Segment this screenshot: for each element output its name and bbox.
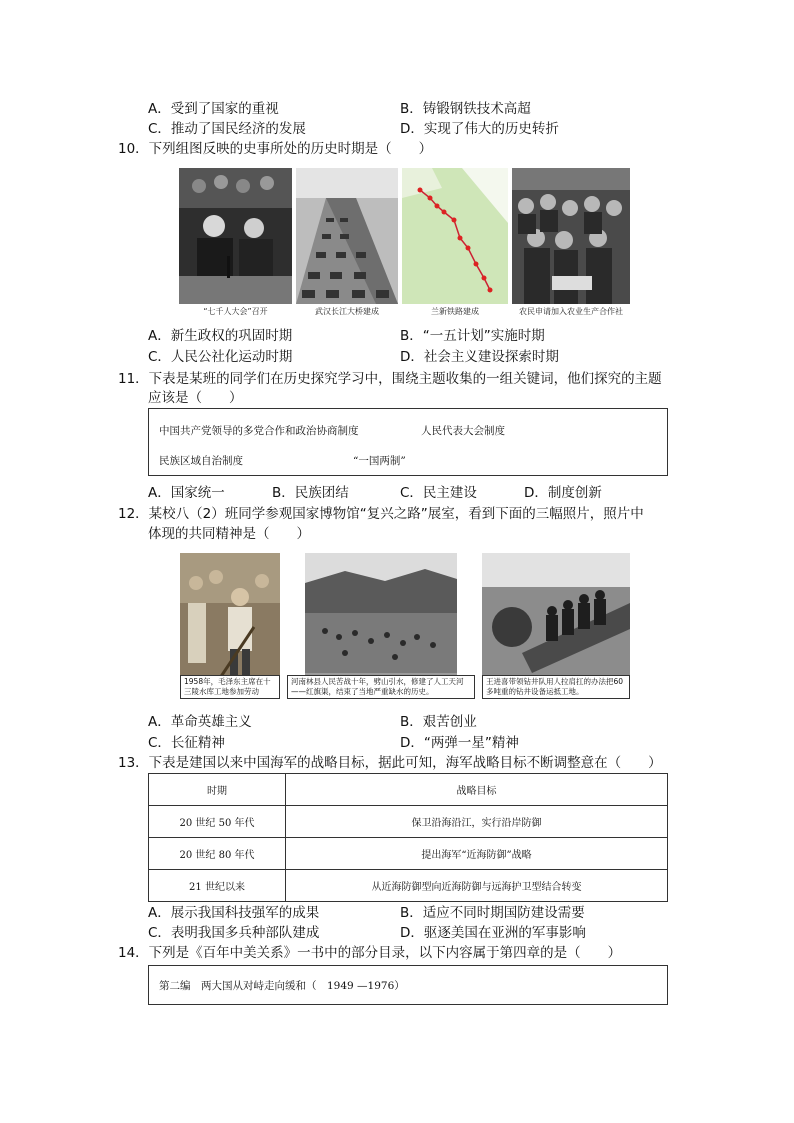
q9-option-d: D．实现了伟大的历史转折 bbox=[400, 121, 559, 137]
header-period: 时期 bbox=[149, 774, 286, 806]
header-strategic-goal: 战略目标 bbox=[286, 774, 668, 806]
q12-option-b: B．艰苦创业 bbox=[400, 714, 477, 730]
q9-option-b: B．铸锻钢铁技术高超 bbox=[400, 101, 531, 117]
q11-keyword-box bbox=[148, 408, 668, 476]
q10-caption-4: 农民申请加入农业生产合作社 bbox=[519, 307, 623, 316]
q13-option-d: D．驱逐美国在亚洲的军事影响 bbox=[400, 925, 586, 941]
q10-caption-2: 武汉长江大桥建成 bbox=[315, 307, 379, 316]
q10-photo-farmers bbox=[512, 168, 630, 304]
q10-stem: 10．下列组图反映的史事所处的历史时期是（ ） bbox=[118, 141, 433, 157]
q12-caption-2: 河南林县人民苦战十年，劈山引水，修建了人工天河——红旗渠，结束了当地严重缺水的历史。 bbox=[287, 675, 475, 699]
table-row bbox=[149, 838, 668, 870]
q11-keyword-1: 中国共产党领导的多党合作和政治协商制度 bbox=[159, 425, 359, 437]
q10-photo-meeting bbox=[179, 168, 292, 304]
q11-keyword-3: 民族区域自治制度 bbox=[159, 455, 243, 467]
q10-caption-1: “七千人大会”召开 bbox=[203, 307, 268, 316]
cell-goal: 从近海防御型向近海防御与远海护卫型结合转变 bbox=[286, 870, 668, 902]
q13-option-b: B．适应不同时期国防建设需要 bbox=[400, 905, 585, 921]
q14-toc-entry: 第二编 两大国从对峙走向缓和（ 1949 —1976） bbox=[159, 980, 405, 992]
cell-period: 21 世纪以来 bbox=[149, 870, 286, 902]
q10-option-d: D．社会主义建设探索时期 bbox=[400, 349, 559, 365]
cell-goal: 提出海军“近海防御”战略 bbox=[286, 838, 668, 870]
q10-railway-map bbox=[402, 168, 508, 304]
q13-navy-strategy-table bbox=[148, 773, 668, 902]
q11-option-b: B．民族团结 bbox=[272, 485, 349, 501]
q12-option-d: D．“两弹一星”精神 bbox=[400, 735, 519, 751]
q11-option-a: A．国家统一 bbox=[148, 485, 225, 501]
q10-caption-3: 兰新铁路建成 bbox=[431, 307, 479, 316]
q12-caption-1: 1958年，毛泽东主席在十三陵水库工地参加劳动 bbox=[180, 675, 280, 699]
q11-stem-line1: 11．下表是某班的同学们在历史探究学习中，围绕主题收集的一组关键词，他们探究的主题 bbox=[118, 371, 662, 387]
table-header-row bbox=[149, 774, 668, 806]
cell-period: 20 世纪 80 年代 bbox=[149, 838, 286, 870]
q9-option-a: A．受到了国家的重视 bbox=[148, 101, 279, 117]
q10-option-b: B．“一五计划”实施时期 bbox=[400, 328, 545, 344]
table-row bbox=[149, 806, 668, 838]
q12-caption-3: 王进喜带领钻井队用人拉肩扛的办法把60多吨重的钻井设备运抵工地。 bbox=[482, 675, 630, 699]
q11-stem-line2: 应该是（ ） bbox=[148, 390, 243, 406]
q11-option-d: D．制度创新 bbox=[524, 485, 602, 501]
q11-keyword-2: 人民代表大会制度 bbox=[421, 425, 505, 437]
q11-keyword-4: “一国两制” bbox=[353, 455, 406, 467]
q13-option-c: C．表明我国多兵种部队建成 bbox=[148, 925, 320, 941]
q11-option-c: C．民主建设 bbox=[400, 485, 477, 501]
q12-stem-line1: 12．某校八（2）班同学参观国家博物馆“复兴之路”展室，看到下面的三幅照片，照片中 bbox=[118, 506, 644, 522]
q12-stem-line2: 体现的共同精神是（ ） bbox=[148, 526, 310, 542]
q9-option-c: C．推动了国民经济的发展 bbox=[148, 121, 306, 137]
q13-option-a: A．展示我国科技强军的成果 bbox=[148, 905, 320, 921]
q12-option-c: C．长征精神 bbox=[148, 735, 225, 751]
q10-photo-bridge bbox=[296, 168, 398, 304]
cell-goal: 保卫沿海沿江，实行沿岸防御 bbox=[286, 806, 668, 838]
cell-period: 20 世纪 50 年代 bbox=[149, 806, 286, 838]
q12-option-a: A．革命英雄主义 bbox=[148, 714, 252, 730]
q13-stem: 13．下表是建国以来中国海军的战略目标，据此可知，海军战略目标不断调整意在（ ） bbox=[118, 755, 662, 771]
q10-option-c: C．人民公社化运动时期 bbox=[148, 349, 293, 365]
q14-stem: 14．下列是《百年中美关系》一书中的部分目录，以下内容属于第四章的是（ ） bbox=[118, 945, 622, 961]
table-row bbox=[149, 870, 668, 902]
q14-toc-box bbox=[148, 965, 668, 1005]
q10-option-a: A．新生政权的巩固时期 bbox=[148, 328, 293, 344]
